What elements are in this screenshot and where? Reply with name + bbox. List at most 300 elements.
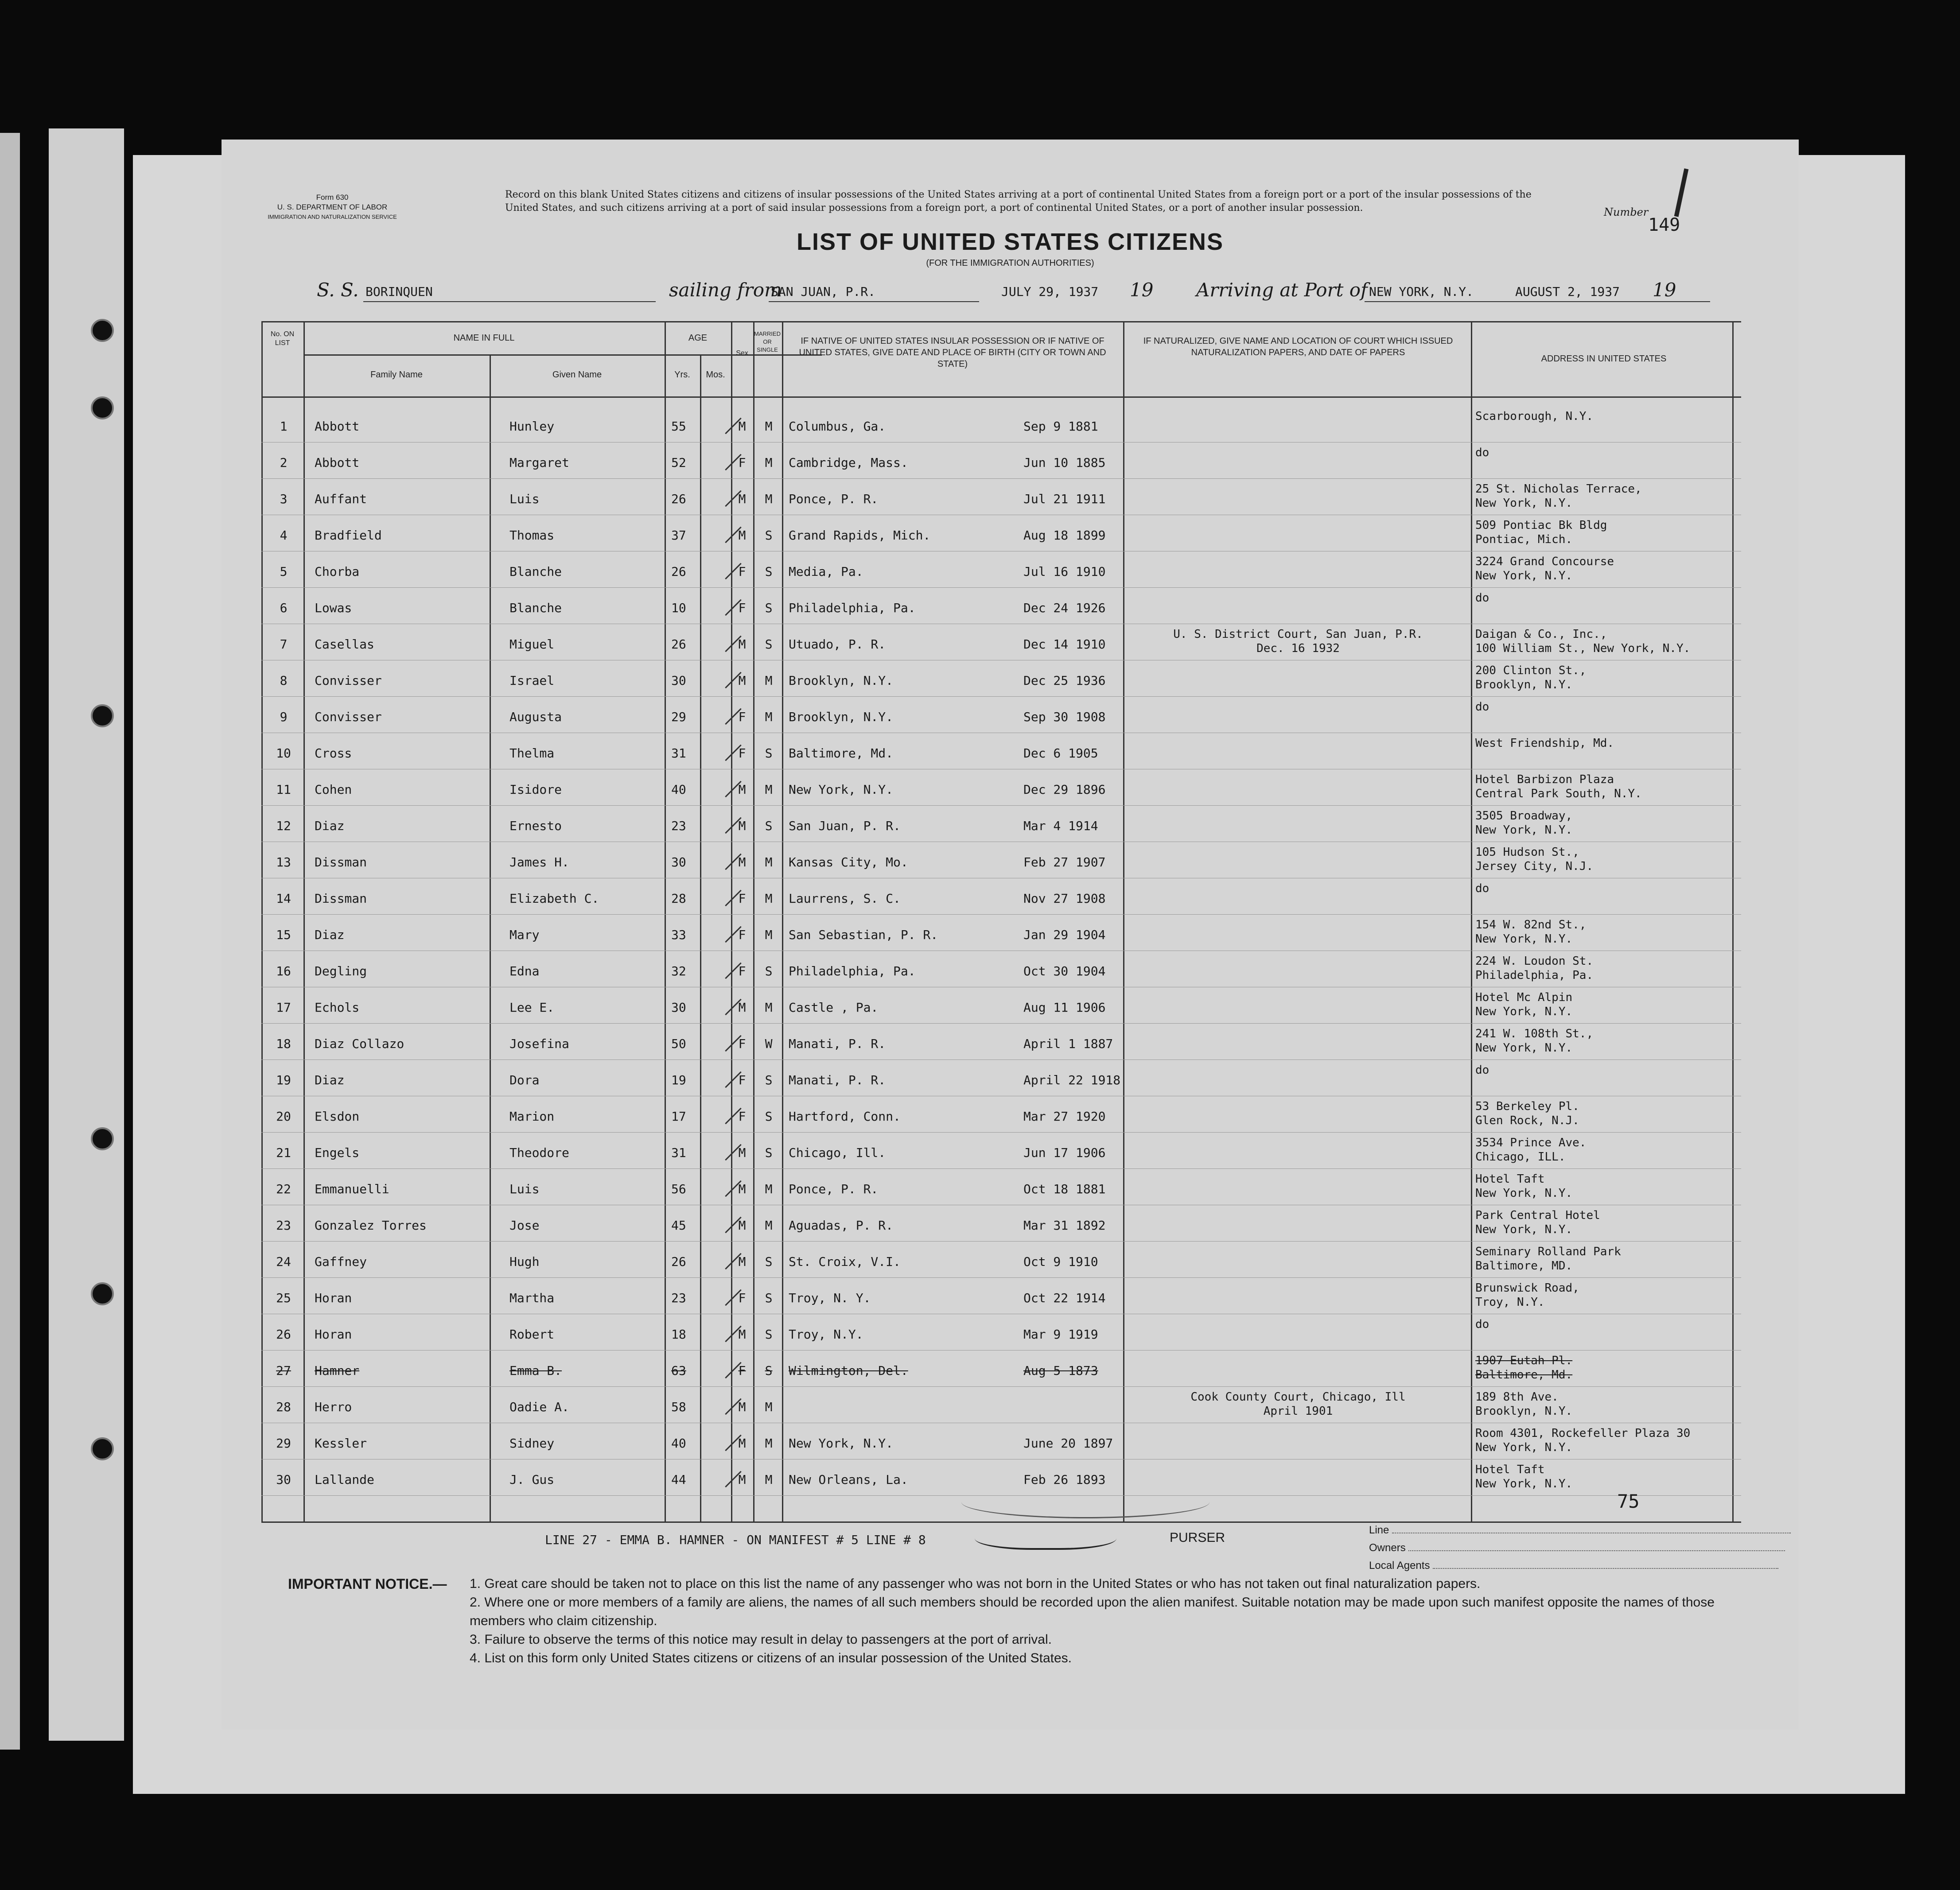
- age-years: 26: [671, 1254, 686, 1269]
- family-name: Dissman: [315, 891, 367, 906]
- manifest-page: [222, 140, 1799, 1730]
- age-years: 33: [671, 928, 686, 942]
- age-years: 26: [671, 492, 686, 506]
- address-line-1: 3505 Broadway,: [1475, 809, 1573, 823]
- header-yrs: Yrs.: [674, 370, 690, 380]
- birth-date: Nov 27 1908: [1023, 891, 1106, 906]
- address-line-2: New York, N.Y.: [1475, 1477, 1573, 1490]
- table-row: [261, 516, 1741, 552]
- birth-place: Ponce, P. R.: [789, 492, 879, 506]
- row-number: 19: [276, 1073, 291, 1087]
- marital-status: M: [765, 1472, 773, 1487]
- sex: F: [738, 928, 746, 942]
- birth-place: Wilmington, Del.: [789, 1363, 908, 1378]
- age-years: 28: [671, 891, 686, 906]
- sex: M: [738, 528, 746, 543]
- marital-status: M: [765, 1400, 773, 1414]
- sex: F: [738, 455, 746, 470]
- address-line-2: Brooklyn, N.Y.: [1475, 1405, 1573, 1418]
- row-number: 18: [276, 1036, 291, 1051]
- given-name: Martha: [509, 1291, 555, 1305]
- row-number: 25: [276, 1291, 291, 1305]
- row-rule: [261, 1023, 1741, 1024]
- birth-date: Feb 26 1893: [1023, 1472, 1106, 1487]
- given-name: Elizabeth C.: [509, 891, 599, 906]
- row-number: 30: [276, 1472, 291, 1487]
- ship-name: BORINQUEN: [366, 284, 433, 299]
- family-name: Abbott: [315, 455, 360, 470]
- port-underline: [769, 301, 979, 302]
- address-line-1: 53 Berkeley Pl.: [1475, 1100, 1579, 1113]
- given-name: Israel: [509, 673, 555, 688]
- row-number: 21: [276, 1145, 291, 1160]
- birth-date: Sep 9 1881: [1023, 419, 1098, 434]
- birth-place: Troy, N. Y.: [789, 1291, 871, 1305]
- row-rule: [261, 914, 1741, 915]
- handwritten-signature: [961, 1486, 1209, 1518]
- header-mos: Mos.: [706, 370, 725, 380]
- birth-date: Jul 16 1910: [1023, 564, 1106, 579]
- birth-date: Jun 17 1906: [1023, 1145, 1106, 1160]
- birth-place: Philadelphia, Pa.: [789, 964, 916, 978]
- given-name: Augusta: [509, 710, 562, 724]
- given-name: Marion: [509, 1109, 555, 1124]
- birth-place: Media, Pa.: [789, 564, 863, 579]
- address-line-1: Room 4301, Rockefeller Plaza 30: [1475, 1427, 1691, 1440]
- birth-date: Dec 6 1905: [1023, 746, 1098, 761]
- marital-status: M: [765, 710, 773, 724]
- row-number: 17: [276, 1000, 291, 1015]
- arriving-label: Arriving at Port of: [1196, 279, 1368, 301]
- address-line-2: Glen Rock, N.J.: [1475, 1114, 1579, 1127]
- marital-status: S: [765, 1073, 773, 1087]
- binder-hole: [91, 1127, 114, 1150]
- binder-hole: [91, 704, 114, 727]
- given-name: Isidore: [509, 782, 562, 797]
- family-name: Degling: [315, 964, 367, 978]
- birth-date: Jan 29 1904: [1023, 928, 1106, 942]
- age-years: 32: [671, 964, 686, 978]
- row-number: 7: [280, 637, 288, 652]
- marital-status: S: [765, 637, 773, 652]
- family-name: Dissman: [315, 855, 367, 869]
- notice-lead: IMPORTANT NOTICE.—: [288, 1576, 447, 1592]
- owners-label: Owners: [1369, 1542, 1406, 1554]
- year-mark: 19: [1130, 279, 1154, 301]
- age-years: 31: [671, 746, 686, 761]
- marital-status: S: [765, 528, 773, 543]
- family-name: Gonzalez Torres: [315, 1218, 427, 1233]
- agents-label: Local Agents: [1369, 1560, 1430, 1572]
- age-years: 19: [671, 1073, 686, 1087]
- sex: F: [738, 601, 746, 615]
- age-years: 31: [671, 1145, 686, 1160]
- row-number: 5: [280, 564, 288, 579]
- table-row: [261, 553, 1741, 588]
- row-number: 10: [276, 746, 291, 761]
- sex: F: [738, 1036, 746, 1051]
- row-rule: [261, 1132, 1741, 1133]
- address-line-2: Baltimore, Md.: [1475, 1368, 1573, 1382]
- birth-place: San Sebastian, P. R.: [789, 928, 938, 942]
- row-number: 15: [276, 928, 291, 942]
- table-row: [261, 444, 1741, 479]
- departure-port: SAN JUAN, P.R.: [771, 284, 876, 299]
- row-number: 27: [276, 1363, 291, 1378]
- row-number: 9: [280, 710, 288, 724]
- row-number: 14: [276, 891, 291, 906]
- given-name: Robert: [509, 1327, 555, 1342]
- marital-status: M: [765, 673, 773, 688]
- marital-status: M: [765, 1182, 773, 1196]
- family-name: Convisser: [315, 710, 382, 724]
- birth-date: Oct 9 1910: [1023, 1254, 1098, 1269]
- age-years: 29: [671, 710, 686, 724]
- address-line-2: New York, N.Y.: [1475, 823, 1573, 837]
- sex: M: [738, 855, 746, 869]
- page-number: 149: [1648, 215, 1680, 235]
- address-line-1: Hotel Mc Alpin: [1475, 991, 1573, 1004]
- address-line-2: Brooklyn, N.Y.: [1475, 678, 1573, 691]
- table-row: [261, 880, 1741, 915]
- sex: F: [738, 710, 746, 724]
- address-line-2: New York, N.Y.: [1475, 932, 1573, 946]
- age-years: 30: [671, 855, 686, 869]
- marital-status: S: [765, 1109, 773, 1124]
- given-name: Hunley: [509, 419, 555, 434]
- age-years: 17: [671, 1109, 686, 1124]
- birth-date: Aug 18 1899: [1023, 528, 1106, 543]
- important-notice: [288, 1575, 1732, 1665]
- row-rule: [261, 1386, 1741, 1387]
- address-line-1: 241 W. 108th St.,: [1475, 1027, 1594, 1040]
- header-no: No. ON LIST: [270, 330, 295, 347]
- sex: M: [738, 1145, 746, 1160]
- table-row: [261, 1170, 1741, 1206]
- birth-date: Dec 14 1910: [1023, 637, 1106, 652]
- birth-date: Mar 27 1920: [1023, 1109, 1106, 1124]
- given-name: Oadie A.: [509, 1400, 569, 1414]
- family-name: Engels: [315, 1145, 360, 1160]
- arrival-date: AUGUST 2, 1937: [1515, 284, 1620, 299]
- purser-label: PURSER: [1170, 1530, 1225, 1545]
- sex: F: [738, 1363, 746, 1378]
- row-rule: [261, 478, 1741, 479]
- birth-place: Cambridge, Mass.: [789, 455, 908, 470]
- given-name: Ernesto: [509, 819, 562, 833]
- birth-place: Aguadas, P. R.: [789, 1218, 894, 1233]
- marital-status: M: [765, 782, 773, 797]
- table-row: [261, 1061, 1741, 1097]
- birth-date: Aug 5 1873: [1023, 1363, 1098, 1378]
- given-name: Emma B.: [509, 1363, 562, 1378]
- birth-date: Mar 4 1914: [1023, 819, 1098, 833]
- address-line-2: New York, N.Y.: [1475, 1005, 1573, 1018]
- ship-underline: [363, 301, 656, 302]
- marital-status: M: [765, 492, 773, 506]
- naturalization-date: April 1901: [1263, 1405, 1333, 1418]
- address-line-2: New York, N.Y.: [1475, 1223, 1573, 1236]
- given-name: Margaret: [509, 455, 569, 470]
- family-name: Lallande: [315, 1472, 374, 1487]
- address-line-1: Daigan & Co., Inc.,: [1475, 628, 1607, 641]
- sex: F: [738, 746, 746, 761]
- table-row: [261, 1134, 1741, 1169]
- table-row: [261, 698, 1741, 733]
- birth-place: Laurrens, S. C.: [789, 891, 901, 906]
- stamp-number: 75: [1617, 1490, 1640, 1512]
- birth-place: Brooklyn, N.Y.: [789, 673, 894, 688]
- age-years: 63: [671, 1363, 686, 1378]
- binder-hole: [91, 396, 114, 419]
- marital-status: S: [765, 1254, 773, 1269]
- table-row: [261, 734, 1741, 770]
- row-rule: [261, 587, 1741, 588]
- row-rule: [261, 1277, 1741, 1278]
- birth-place: Columbus, Ga.: [789, 419, 886, 434]
- address-line-1: 189 8th Ave.: [1475, 1390, 1559, 1404]
- birth-date: June 20 1897: [1023, 1436, 1113, 1451]
- marital-status: M: [765, 1436, 773, 1451]
- birth-place: New Orleans, La.: [789, 1472, 908, 1487]
- birth-date: Oct 22 1914: [1023, 1291, 1106, 1305]
- age-years: 40: [671, 782, 686, 797]
- address-line-1: 25 St. Nicholas Terrace,: [1475, 482, 1642, 496]
- birth-place: Baltimore, Md.: [789, 746, 894, 761]
- voyage-line: [222, 279, 1799, 304]
- address-line-1: do: [1475, 446, 1489, 459]
- page-title: LIST OF UNITED STATES CITIZENS: [797, 229, 1224, 255]
- address-line-2: Philadelphia, Pa.: [1475, 969, 1594, 982]
- birth-place: Kansas City, Mo.: [789, 855, 908, 869]
- given-name: Blanche: [509, 564, 562, 579]
- row-number: 2: [280, 455, 288, 470]
- arrival-underline: [1365, 301, 1710, 302]
- address-line-1: 3224 Grand Concourse: [1475, 555, 1614, 568]
- given-name: Thelma: [509, 746, 555, 761]
- address-line-1: 224 W. Loudon St.: [1475, 955, 1594, 968]
- marital-status: S: [765, 1327, 773, 1342]
- left-edge-sheet: [0, 133, 20, 1750]
- birth-place: Manati, P. R.: [789, 1073, 886, 1087]
- sex: M: [738, 673, 746, 688]
- form-number: Form 630: [316, 193, 349, 202]
- family-name: Diaz: [315, 819, 345, 833]
- age-years: 56: [671, 1182, 686, 1196]
- sex: F: [738, 1291, 746, 1305]
- marital-status: S: [765, 564, 773, 579]
- family-name: Elsdon: [315, 1109, 360, 1124]
- table-row: [261, 480, 1741, 516]
- line-owners-agents: [1369, 1521, 1791, 1575]
- age-years: 40: [671, 1436, 686, 1451]
- birth-date: Mar 9 1919: [1023, 1327, 1098, 1342]
- birth-place: Brooklyn, N.Y.: [789, 710, 894, 724]
- birth-place: New York, N.Y.: [789, 782, 894, 797]
- address-line-1: do: [1475, 882, 1489, 895]
- row-number: 4: [280, 528, 288, 543]
- page-subtitle: (FOR THE IMMIGRATION AUTHORITIES): [926, 258, 1094, 268]
- given-name: Luis: [509, 492, 540, 506]
- number-label: Number: [1604, 206, 1649, 218]
- family-name: Bradfield: [315, 528, 382, 543]
- age-years: 23: [671, 819, 686, 833]
- notice-item-1: 1. Great care should be taken not to place on this list the name of any passenger who was not born in the United States or who has not taken out final naturalization papers.: [470, 1576, 1481, 1591]
- given-name: Lee E.: [509, 1000, 555, 1015]
- address-line-1: Seminary Rolland Park: [1475, 1245, 1621, 1258]
- given-name: Dora: [509, 1073, 540, 1087]
- age-years: 26: [671, 637, 686, 652]
- table-row: [261, 1352, 1741, 1387]
- birth-place: Chicago, Ill.: [789, 1145, 886, 1160]
- age-years: 26: [671, 564, 686, 579]
- age-years: 10: [671, 601, 686, 615]
- sex: F: [738, 1073, 746, 1087]
- header-family-name: Family Name: [370, 370, 423, 380]
- given-name: Hugh: [509, 1254, 540, 1269]
- passenger-table: [261, 321, 1741, 1524]
- family-name: Cross: [315, 746, 352, 761]
- birth-place: Castle , Pa.: [789, 1000, 879, 1015]
- address-line-1: West Friendship, Md.: [1475, 737, 1614, 750]
- birth-date: Dec 25 1936: [1023, 673, 1106, 688]
- table-row: [261, 1388, 1741, 1424]
- binder-hole: [91, 319, 114, 342]
- age-years: 55: [671, 419, 686, 434]
- address-line-1: 105 Hudson St.,: [1475, 846, 1579, 859]
- address-line-2: Baltimore, MD.: [1475, 1259, 1573, 1273]
- family-name: Gaffney: [315, 1254, 367, 1269]
- birth-date: Jun 10 1885: [1023, 455, 1106, 470]
- birth-place: Grand Rapids, Mich.: [789, 528, 931, 543]
- family-name: Casellas: [315, 637, 374, 652]
- form-service: IMMIGRATION AND NATURALIZATION SERVICE: [268, 213, 397, 220]
- row-number: 26: [276, 1327, 291, 1342]
- row-number: 11: [276, 782, 291, 797]
- marital-status: S: [765, 964, 773, 978]
- row-number: 13: [276, 855, 291, 869]
- birth-date: April 22 1918: [1023, 1073, 1121, 1087]
- marital-status: M: [765, 891, 773, 906]
- sex: M: [738, 1327, 746, 1342]
- birth-date: April 1 1887: [1023, 1036, 1113, 1051]
- address-line-2: Jersey City, N.J.: [1475, 860, 1594, 873]
- owners-field: [1408, 1550, 1785, 1551]
- address-line-1: Hotel Taft: [1475, 1172, 1545, 1186]
- table-top-rule: [261, 321, 1741, 322]
- table-row: [261, 589, 1741, 625]
- header-bottom-rule: [261, 396, 1741, 398]
- header-married-single: MARRIED OR SINGLE: [754, 330, 781, 353]
- row-rule: [261, 805, 1741, 806]
- line-label: Line: [1369, 1524, 1389, 1536]
- sex: M: [738, 1000, 746, 1015]
- age-years: 44: [671, 1472, 686, 1487]
- sex: F: [738, 891, 746, 906]
- row-number: 3: [280, 492, 288, 506]
- row-number: 8: [280, 673, 288, 688]
- birth-place: Utuado, P. R.: [789, 637, 886, 652]
- header-sex: Sex: [736, 349, 748, 357]
- sex: M: [738, 1400, 746, 1414]
- address-line-1: Park Central Hotel: [1475, 1209, 1600, 1222]
- notice-item-4: 4. List on this form only United States citizens or citizens of an insular possession of the United States.: [470, 1651, 1072, 1665]
- row-number: 12: [276, 819, 291, 833]
- birth-date: Jul 21 1911: [1023, 492, 1106, 506]
- family-name: Abbott: [315, 419, 360, 434]
- age-years: 30: [671, 673, 686, 688]
- birth-date: Aug 11 1906: [1023, 1000, 1106, 1015]
- family-name: Diaz Collazo: [315, 1036, 404, 1051]
- row-number: 1: [280, 419, 288, 434]
- table-row: [261, 662, 1741, 697]
- given-name: Mary: [509, 928, 540, 942]
- row-number: 28: [276, 1400, 291, 1414]
- address-line-1: do: [1475, 591, 1489, 605]
- table-row: [261, 625, 1741, 661]
- address-line-1: Hotel Barbizon Plaza: [1475, 773, 1614, 786]
- binder-hole: [91, 1282, 114, 1305]
- naturalization-court: U. S. District Court, San Juan, P.R.: [1173, 628, 1423, 641]
- sex: F: [738, 964, 746, 978]
- age-years: 18: [671, 1327, 686, 1342]
- marital-status: S: [765, 1363, 773, 1378]
- purser-signature: [975, 1521, 1116, 1550]
- notice-item-2: 2. Where one or more members of a family are aliens, the names of all such members should be recorded upon the alien manifest. Suitable notation may be made upon such manifest opposite the names of those members who claim citizenship.: [470, 1595, 1715, 1628]
- address-line-2: Pontiac, Mich.: [1475, 533, 1573, 546]
- marital-status: M: [765, 1000, 773, 1015]
- given-name: J. Gus: [509, 1472, 555, 1487]
- family-name: Kessler: [315, 1436, 367, 1451]
- given-name: Edna: [509, 964, 540, 978]
- given-name: Luis: [509, 1182, 540, 1196]
- given-name: Theodore: [509, 1145, 569, 1160]
- given-name: Blanche: [509, 601, 562, 615]
- family-name: Lowas: [315, 601, 352, 615]
- ss-label: S. S.: [317, 279, 359, 301]
- family-name: Cohen: [315, 782, 352, 797]
- table-row: [261, 1025, 1741, 1060]
- table-row: [261, 807, 1741, 842]
- age-years: 45: [671, 1218, 686, 1233]
- arrival-port: NEW YORK, N.Y.: [1369, 284, 1474, 299]
- sex: F: [738, 564, 746, 579]
- family-name: Echols: [315, 1000, 360, 1015]
- address-line-1: Hotel Taft: [1475, 1463, 1545, 1476]
- age-years: 23: [671, 1291, 686, 1305]
- departure-date: JULY 29, 1937: [1001, 284, 1099, 299]
- birth-place: Troy, N.Y.: [789, 1327, 863, 1342]
- age-years: 37: [671, 528, 686, 543]
- birth-place: Manati, P. R.: [789, 1036, 886, 1051]
- birth-date: Feb 27 1907: [1023, 855, 1106, 869]
- birth-place: New York, N.Y.: [789, 1436, 894, 1451]
- form-identifier: [253, 193, 412, 222]
- given-name: Thomas: [509, 528, 555, 543]
- family-name: Hamner: [315, 1363, 360, 1378]
- address-line-1: Scarborough, N.Y.: [1475, 410, 1594, 423]
- address-line-1: 154 W. 82nd St.,: [1475, 918, 1587, 931]
- row-rule: [261, 1059, 1741, 1060]
- address-line-2: Chicago, ILL.: [1475, 1150, 1566, 1164]
- table-row: [261, 952, 1741, 988]
- marital-status: M: [765, 419, 773, 434]
- address-line-2: New York, N.Y.: [1475, 1041, 1573, 1055]
- header-naturalization: IF NATURALIZED, GIVE NAME AND LOCATION OF COURT WHICH ISSUED NATURALIZATION PAPERS, AND DATE OF PAPERS: [1143, 336, 1453, 357]
- given-name: Jose: [509, 1218, 540, 1233]
- table-row: [261, 1424, 1741, 1460]
- sex: M: [738, 637, 746, 652]
